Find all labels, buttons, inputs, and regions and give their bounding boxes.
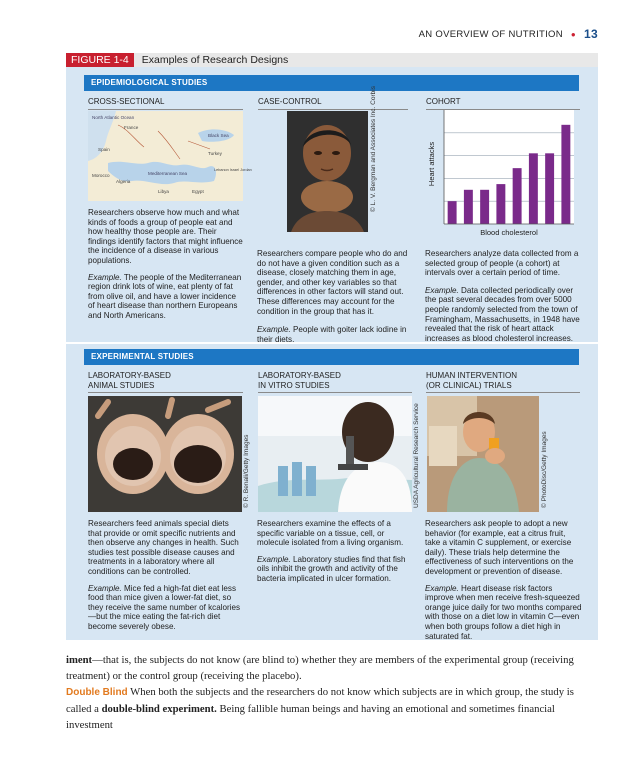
- figure-label: FIGURE 1-4: [66, 53, 134, 67]
- running-head-title: AN OVERVIEW OF NUTRITION: [418, 28, 563, 40]
- mice-photo: [88, 396, 242, 512]
- chart-bar-2: [464, 190, 473, 224]
- bullet-icon: ●: [570, 29, 577, 39]
- map-label-france: France: [124, 125, 139, 130]
- lab-animal-description: Researchers feed animals special diets that provide or omit specific nutrients and then observe any changes in health. Such studies test possible disease causes and treatments in a laboratory where all conditions can be controlled.: [88, 519, 239, 576]
- case-control-description: Researchers compare people who do and do not have a given condition such as a disease, closely matching them in age, gender, and other key variables so that differences in other factors will stand out. These differences may account for the condition in the group that has it.: [257, 249, 408, 316]
- map-label-atlantic: North Atlantic Ocean: [92, 115, 135, 120]
- chart-x-axis-label: Blood cholesterol: [480, 228, 538, 237]
- figure-header: [66, 53, 598, 67]
- body-paragraph-1: iment—that is, the subjects do not know (are blind to) whether they are members of the experimental group (receiving treatment) or the control group (receiving the placebo).: [66, 654, 574, 682]
- cohort-example: Example. Data collected periodically over the past several decades from over 5000 people randomly selected from the town of Framingham, Massachusetts, in 1948 have revealed that the risk of heart attack increases as blood cholesterol increases.: [425, 285, 580, 343]
- cohort-description: Researchers analyze data collected from a selected group of people (a cohort) at intervals over a certain period of time.: [425, 249, 579, 278]
- case-control-heading: CASE-CONTROL: [258, 97, 408, 110]
- chart-bar-7: [545, 153, 554, 224]
- microscope-photo: [258, 396, 412, 512]
- figure-title: Examples of Research Designs: [141, 54, 289, 66]
- chart-bar-1: [448, 201, 457, 224]
- goiter-portrait-photo: [287, 111, 368, 232]
- cross-sectional-heading: CROSS-SECTIONAL: [88, 97, 243, 110]
- lab-vitro-example: Example. Laboratory studies find that fish oils inhibit the growth and activity of the bacteria implicated in ulcer formation.: [257, 554, 406, 583]
- chart-bar-5: [513, 168, 522, 224]
- mediterranean-map: [88, 111, 252, 201]
- map-label-mediterranean: Mediterranean Sea: [148, 171, 188, 176]
- cohort-bar-chart: [426, 104, 580, 238]
- map-label-libya: Libya: [158, 189, 169, 194]
- double-blind-heading: Double Blind: [66, 687, 128, 698]
- case-control-credit: © L. V. Bergman and Associates Inc. Corbis: [370, 86, 377, 212]
- map-label-algeria: Algeria: [116, 179, 131, 184]
- cohort-heading: COHORT: [426, 97, 580, 110]
- map-label-morocco: Morocco: [92, 173, 110, 178]
- lab-animal-heading: LABORATORY-BASED ANIMAL STUDIES: [88, 371, 243, 393]
- lab-animal-credit: © R. Benali/Getty Images: [243, 434, 250, 508]
- running-head: [419, 27, 598, 41]
- human-trials-credit: © PhotoDisc/Getty Images: [541, 431, 548, 508]
- lab-vitro-heading: LABORATORY-BASED IN VITRO STUDIES: [258, 371, 412, 393]
- chart-bar-8: [561, 125, 570, 224]
- lab-vitro-description: Researchers examine the effects of a specific variable on a tissue, cell, or molecule isolated from a living organism.: [257, 519, 404, 548]
- chart-bar-4: [496, 184, 505, 224]
- cross-sectional-text: [88, 208, 244, 328]
- chart-y-axis-label: Heart attacks: [427, 141, 436, 187]
- cross-sectional-description: Researchers observe how much and what kinds of foods a group of people eat and how healthy those people are. Their findings identify factors that might influence the incidence of a disease in various populations.: [88, 208, 243, 265]
- body-text: [66, 652, 598, 733]
- human-trials-heading: HUMAN INTERVENTION (OR CLINICAL) TRIALS: [426, 371, 580, 393]
- human-trials-description: Researchers ask people to adopt a new behavior (for example, eat a citrus fruit, take a vitamin C supplement, or exercise daily). These trials help determine the effectiveness of such interventions on the development or prevention of disease.: [425, 519, 574, 576]
- map-label-black-sea: Black Sea: [208, 133, 229, 138]
- epidemiological-band: EPIDEMIOLOGICAL STUDIES: [84, 75, 579, 91]
- lab-vitro-credit: USDA Agricultural Research Service: [413, 403, 420, 508]
- case-control-example: Example. People with goiter lack iodine in their diets.: [257, 325, 407, 344]
- page-number: 13: [584, 27, 598, 41]
- cross-sectional-example: Example. The people of the Mediterranean region drink lots of wine, eat plenty of fat from olive oil, and have a lower incidence of heart disease than northern Europeans and North Americans.: [88, 272, 242, 320]
- lab-vitro-text: [257, 519, 413, 591]
- map-label-turkey: Turkey: [208, 151, 222, 156]
- chart-plot-area: [444, 110, 574, 224]
- cohort-text: [425, 249, 582, 350]
- human-trials-text: [425, 519, 582, 648]
- map-label-levant: Lebanon Israel Jordan: [214, 168, 252, 172]
- chart-bar-6: [529, 153, 538, 224]
- body-paragraph-double-blind: Double Blind When both the subjects and the researchers do not know which subjects are in which group, the study is called a double-blind experiment. Being fallible human beings and having an emotional and sometimes financial investment: [66, 686, 574, 731]
- map-label-egypt: Egypt: [192, 189, 204, 194]
- man-juice-photo: [427, 396, 539, 512]
- experimental-band: EXPERIMENTAL STUDIES: [84, 349, 579, 365]
- map-label-spain: Spain: [98, 147, 110, 152]
- case-control-text: [257, 249, 413, 351]
- human-trials-example: Example. Heart disease risk factors improve when men receive fresh-squeezed orange juice daily for two months compared with those on a diet low in vitamin C—even when both groups follow a diet high in saturated fat.: [425, 583, 582, 641]
- lab-animal-example: Example. Mice fed a high-fat diet eat less food than mice given a lower-fat diet, so they receive the same number of kcalories—but the mice eating the fat-rich diet become severely obese.: [88, 583, 241, 631]
- double-blind-term: double-blind experiment.: [101, 703, 217, 715]
- chart-bar-3: [480, 190, 489, 224]
- lab-animal-text: [88, 519, 244, 639]
